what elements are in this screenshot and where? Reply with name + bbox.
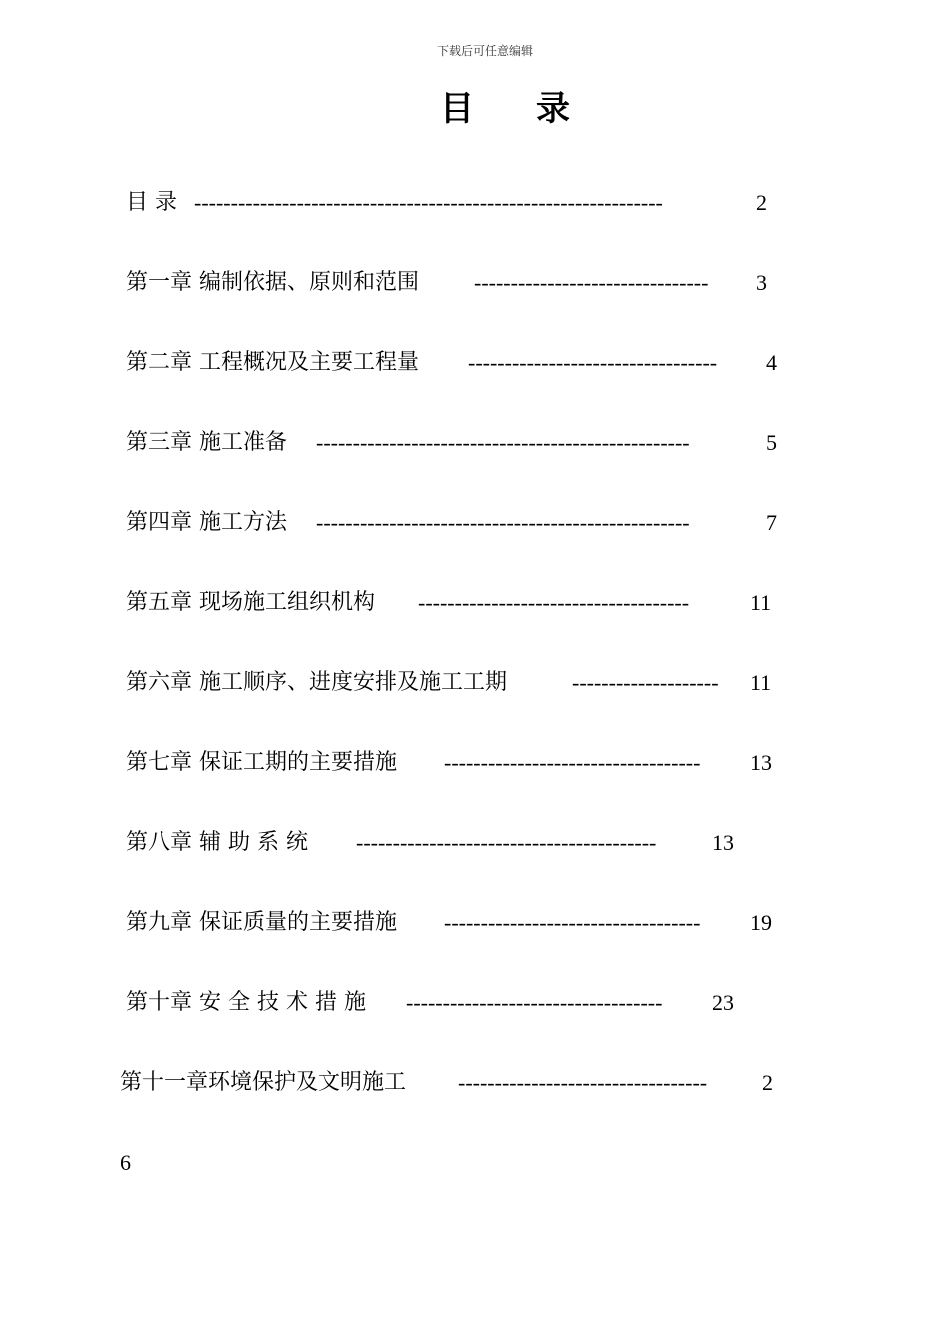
toc-entry[interactable] xyxy=(126,430,786,456)
toc-entry-label: 第四章 施工方法 xyxy=(126,510,287,535)
toc-leader-dots: --------------------------------------------------- xyxy=(316,510,690,535)
toc-leader-dots: ---------------------------------- xyxy=(468,350,718,375)
toc-page-number: 4 xyxy=(766,350,777,375)
toc-entry[interactable] xyxy=(126,510,786,536)
toc-entry[interactable] xyxy=(126,910,786,936)
toc-leader-dots: -------------------------------- xyxy=(474,270,709,295)
toc-entry-label: 第七章 保证工期的主要措施 xyxy=(126,750,397,775)
toc-leader-dots: ---------------------------------- xyxy=(458,1070,708,1095)
toc-leader-dots: -------------------- xyxy=(572,670,719,695)
toc-page-number: 13 xyxy=(750,750,772,775)
toc-entry-label: 第三章 施工准备 xyxy=(126,430,287,455)
toc-entry-label: 第一章 编制依据、原则和范围 xyxy=(126,270,419,295)
toc-entry[interactable] xyxy=(126,590,786,616)
toc-page-number: 2 xyxy=(762,1070,773,1095)
document-title: 目录 xyxy=(440,89,632,129)
toc-entry[interactable] xyxy=(126,990,746,1016)
toc-entry-label: 目 录 xyxy=(126,190,177,215)
toc-leader-dots: ----------------------------------- xyxy=(444,750,701,775)
toc-leader-dots: ----------------------------------------- xyxy=(356,830,657,855)
toc-entry[interactable] xyxy=(126,750,786,776)
toc-page-number: 11 xyxy=(750,590,772,615)
toc-entry-label: 第五章 现场施工组织机构 xyxy=(126,590,375,615)
toc-entry-label: 第九章 保证质量的主要措施 xyxy=(126,910,397,935)
toc-page-number: 23 xyxy=(712,990,734,1015)
toc-leader-dots: ----------------------------------- xyxy=(406,990,663,1015)
toc-entry[interactable] xyxy=(126,270,776,296)
toc-entry-label: 第十一章环境保护及文明施工 xyxy=(120,1070,407,1095)
toc-page-number: 7 xyxy=(766,510,777,535)
toc-page-number: 13 xyxy=(712,830,734,855)
toc-leader-dots: ------------------------------------- xyxy=(418,590,690,615)
toc-entry-label: 第十章 安 全 技 术 措 施 xyxy=(126,990,366,1015)
toc-page-number: 3 xyxy=(756,270,767,295)
toc-entry[interactable] xyxy=(126,190,776,216)
toc-entry-label: 第二章 工程概况及主要工程量 xyxy=(126,350,419,375)
toc-leader-dots: --------------------------------------------------- xyxy=(316,430,690,455)
toc-leader-dots: ---------------------------------------------------------------- xyxy=(194,190,663,215)
page-header-note: 下载后可任意编辑 xyxy=(436,44,533,58)
toc-entry[interactable] xyxy=(126,830,746,856)
toc-page-number-continued: 6 xyxy=(120,1150,131,1175)
toc-entry[interactable] xyxy=(120,1070,790,1096)
toc-page-number: 19 xyxy=(750,910,772,935)
toc-entry[interactable] xyxy=(126,350,786,376)
toc-page-number: 5 xyxy=(766,430,777,455)
toc-entry-label: 第六章 施工顺序、进度安排及施工工期 xyxy=(126,670,507,695)
toc-page-number: 11 xyxy=(750,670,772,695)
toc-entry[interactable] xyxy=(126,670,786,696)
toc-page-number: 2 xyxy=(756,190,767,215)
toc-leader-dots: ----------------------------------- xyxy=(444,910,701,935)
toc-entry-label: 第八章 辅 助 系 统 xyxy=(126,830,308,855)
